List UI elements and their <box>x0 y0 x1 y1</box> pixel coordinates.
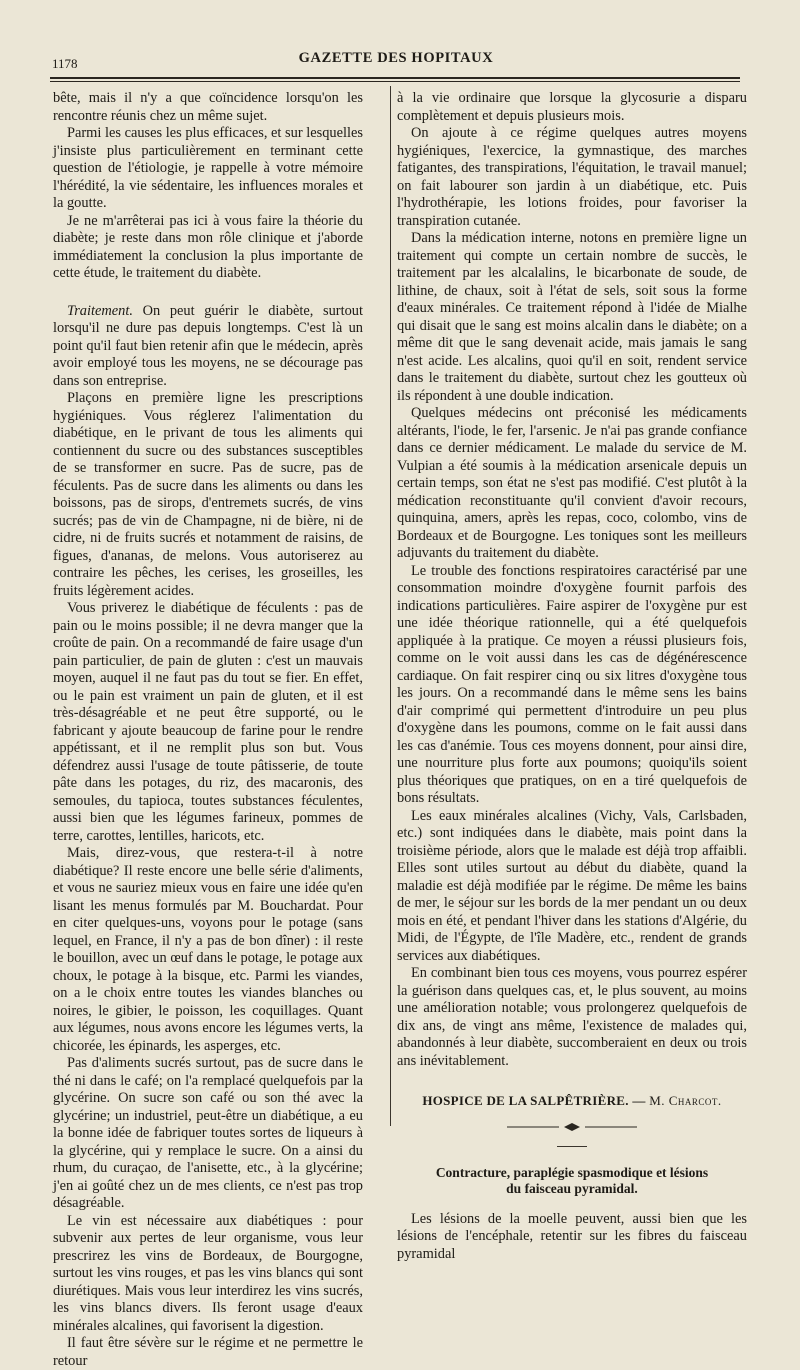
paragraph-text: Les eaux minérales alcalines (Vichy, Vals, Carlsbaden, etc.) sont indiquées dans le diabète, mais point dans la troisième période, alors que le malade est déjà trop affaibli. Elles sont utiles surtout au début du diabète, quand la maladie est déjà modifiée par le régime. De même les bains de mer, le séjour sur les bords de la mer pendant un ou deux mois en été, et pendant l'hiver dans les stations d'Algérie, du Midi, de l'Égypte, de l'île Madère, etc., rendent de grands services aux diabétiques. <box>397 807 747 964</box>
right-column-body <box>397 90 747 1070</box>
paragraph-gap <box>53 283 363 303</box>
paragraph-text: En combinant bien tous ces moyens, vous pourrez espérer la guérison dans quelques cas, et, le plus souvent, au moins une amélioration notable; vous prolongerez quelquefois de dix ans, de vingt ans même, l'existence de malades qui, abandonnés à leur diabète, succomberaient en deux ou trois ans inévitablement. <box>397 965 747 1069</box>
paragraph-text: Plaçons en première ligne les prescriptions hygiéniques. Vous réglerez l'alimentation du diabétique, en le privant de tous les aliments qui contiennent du sucre ou des substances susceptibles de se transformer en sucre. Pas de sucre, pas de féculents. Pas de sucre dans les aliments ou dans les boissons, pas de sirops, d'entremets sucrés, de vins sucrés; pas de vin de Champagne, ni de bière, ni de cidre, ni de fruits sucrés et notamment de raisins, de figues, d'ananas, de melons. Vous autoriserez au contraire les pêches, les cerises, les groseilles, les fruits légèrement acides. <box>53 390 363 599</box>
paragraph <box>53 1335 363 1370</box>
final-paragraph: Les lésions de la moelle peuvent, aussi bien que les lésions de l'encéphale, retentir sur les fibres du faisceau pyramidal <box>397 1210 747 1262</box>
page-number: 1178 <box>52 56 78 71</box>
hospice-author: M. Charcot. <box>649 1093 722 1108</box>
paragraph-text: Parmi les causes les plus efficaces, et sur lesquelles j'insiste plus particulièrement en terminant cette question de l'étiologie, je rappelle à votre mémoire l'hérédité, la vie sédentaire, les influences morales et la goutte. <box>53 125 363 211</box>
article-subtitle-line2: du faisceau pyramidal. <box>506 1180 638 1196</box>
paragraph <box>53 213 363 283</box>
paragraph <box>53 125 363 213</box>
paragraph <box>397 125 747 230</box>
article-subtitle-line1: Contracture, paraplégie spasmodique et lésions <box>435 1164 709 1180</box>
paragraph-text: Le vin est nécessaire aux diabétiques : pour subvenir aux pertes de leur organisme, vous leur prescrirez les vins de Bordeaux, de Bourgogne, surtout les vins rouges, et pas les vins blancs qui sont diurétiques. Mais vous leur interdirez les vins sucrés, les vins blancs divers. Ils feront usage d'eaux minérales alcalines, qui favorisent la digestion. <box>53 1212 363 1334</box>
header-rule-thick <box>50 77 740 79</box>
paragraph-text: On ajoute à ce régime quelques autres moyens hygiéniques, l'exercice, la gymnastique, des marches fatigantes, des transpirations, l'équitation, le travail manuel; on fait labourer son jardin à un diabétique, etc. Puis l'hydrothérapie, les lotions froides, pour favoriser la transpiration cutanée. <box>397 125 747 229</box>
paragraph <box>53 303 363 391</box>
divider-flourish-icon <box>507 1122 637 1132</box>
paragraph <box>53 90 363 125</box>
page-header <box>40 50 752 72</box>
paragraph-text: Mais, direz-vous, que restera-t-il à notre diabétique? Il reste encore une belle série d'aliments, et vous ne sauriez mieux vous en faire une idée qu'en lisant les menus formulés par M. Bouchardat. Pour en citer quelques-uns, voyons pour le potage (sans lequel, en France, il n'y a pas de bon dîner) : il reste le bouillon, avec un œuf dans le potage, le potage aux choux, le potage à la bisque, etc. Parmi les viandes, on a le choix entre toutes les viandes blanches ou noires, le gibier, le poisson, les coquillages. Quant aux légumes, nous avons encore les légumes verts, la chicorée, les épinards, les asperges, etc. <box>53 845 363 1054</box>
paragraph-text: Vous priverez le diabétique de féculents : pas de pain ou le moins possible; il ne devra manger que la croûte de pain. On a recommandé de faire usage d'un pain particulier, de pain de gluten : c'est un mauvais moyen, auquel il ne faut pas du tout se fier. En effet, ou le pain est vraiment un pain de gluten, et il est très-désagréable et ne peut être supporté, ou le fabricant y ajoute beaucoup de farine pour le rendre appétissant, et il ne remplit plus son but. Vous défendrez aussi l'usage de toute pâtisserie, de toute pâte dans les potages, du riz, des macaronis, des semoules, du tapioca, toutes substances féculentes, aussi bien que les légumes farineux, pommes de terre, carottes, lentilles, haricots, etc. <box>53 600 363 844</box>
paragraph <box>53 1055 363 1213</box>
paragraph-text: Le trouble des fonctions respiratoires caractérisé par une consommation moindre d'oxygène fournit parfois des indications particulières. Faire aspirer de l'oxygène pur est une idée théorique rationnelle, qui a été quelquefois appliquée à la pratique. Ce moyen a réussi plusieurs fois, comme on le voit aussi dans les cas de dégénérescence cardiaque. On fait respirer cinq ou six litres d'oxygène tous les jours. On a recommandé dans le même sens les bains d'air comprimé qui permettent d'introduire un peu plus d'oxygène dans les poumons, comme on le fait aussi dans les cas d'anémie. Tous ces moyens donnent, pour ainsi dire, une nourriture plus forte aux poumons; quoiqu'ils soient plus théoriques que pratiques, on en a tiré quelquefois de bons résultats. <box>397 562 747 806</box>
paragraph <box>397 563 747 808</box>
paragraph-text: Dans la médication interne, notons en première ligne un traitement qui compte un certain nombre de succès, le traitement par les alcalalins, le bicarbonate de soude, de lithine, de chaux, soit à l'état de sels, soit sous la forme d'eaux minérales. Ce traitement répond à l'idée de Mialhe qui disait que le sang est moins alcalin dans le diabète; on a même dit que le sang devenait acide, mais jamais le sang n'est acide. Les alcalins, quoi qu'il en soit, rendent service dans le traitement du diabète, surtout chez les goutteux où ils répondent à une double indication. <box>397 230 747 404</box>
paragraph <box>397 230 747 405</box>
paragraph-text: bête, mais il n'y a que coïncidence lorsqu'on les rencontre réunis chez un même sujet. <box>53 90 363 124</box>
right-column <box>397 90 747 1263</box>
paragraph-text: à la vie ordinaire que lorsque la glycosurie a disparu complètement et depuis plusieurs mois. <box>397 90 747 124</box>
column-divider <box>390 86 391 1126</box>
section-lead: Traitement. <box>67 302 133 319</box>
article-subtitle <box>397 1165 747 1197</box>
paragraph <box>397 405 747 563</box>
paragraph <box>53 1213 363 1336</box>
running-title: GAZETTE DES HOPITAUX <box>298 50 494 66</box>
hospice-title: HOSPICE DE LA SALPÊTRIÈRE. — <box>422 1093 646 1108</box>
paragraph-text: Quelques médecins ont préconisé les médicaments altérants, l'iode, le fer, l'arsenic. Je n'ai pas grande confiance dans ce dernier médicament. Le malade du service de M. Vulpian a été soumis à la médication arsenicale depuis un certain temps, son état ne s'est pas modifié. C'est plutôt à la médication reconstituante qu'il convient d'avoir recours, quinquina, amers, après les repas, coco, colombo, vins de Bordeaux et de Bourgogne. Les toniques sont les meilleurs adjuvants du traitement du diabète. <box>397 405 747 561</box>
paragraph <box>397 965 747 1070</box>
left-column <box>53 90 363 1370</box>
paragraph-text: Je ne m'arrêterai pas ici à vous faire la théorie du diabète; je reste dans mon rôle clinique et j'aborde immédiatement la conclusion la plus importante de cette étude, le traitement du diabète. <box>53 212 363 281</box>
short-rule <box>557 1146 587 1147</box>
hospice-heading <box>397 1092 747 1110</box>
paragraph-text: On peut guérir le diabète, surtout lorsqu'il ne dure pas depuis longtemps. C'est là un point qu'il faut bien retenir afin que le médecin, après avoir employé tous les moyens, ne se décourage pas dans son entreprise. <box>53 302 363 389</box>
paragraph <box>397 808 747 966</box>
paragraph <box>397 90 747 125</box>
paragraph <box>53 390 363 600</box>
paragraph-text: Pas d'aliments sucrés surtout, pas de sucre dans le thé ni dans le café; on l'a remplacé quelquefois par la glycérine. On sucre son café ou son thé avec la glycérine; un industriel, peut-être un diabétique, a eu la bonne idée de fabriquer toutes sortes de liqueurs à la glycérine, qui y remplace le sucre. On a ainsi du rhum, du curaçao, de l'anisette, etc., à la glycérine; j'en ai goûté chez un de mes clients, ce n'est pas trop désagréable. <box>53 1055 363 1211</box>
paragraph <box>53 845 363 1055</box>
paragraph <box>53 600 363 845</box>
paragraph-text: Il faut être sévère sur le régime et ne permettre le retour <box>53 1335 363 1369</box>
header-rule-thin <box>50 81 740 82</box>
